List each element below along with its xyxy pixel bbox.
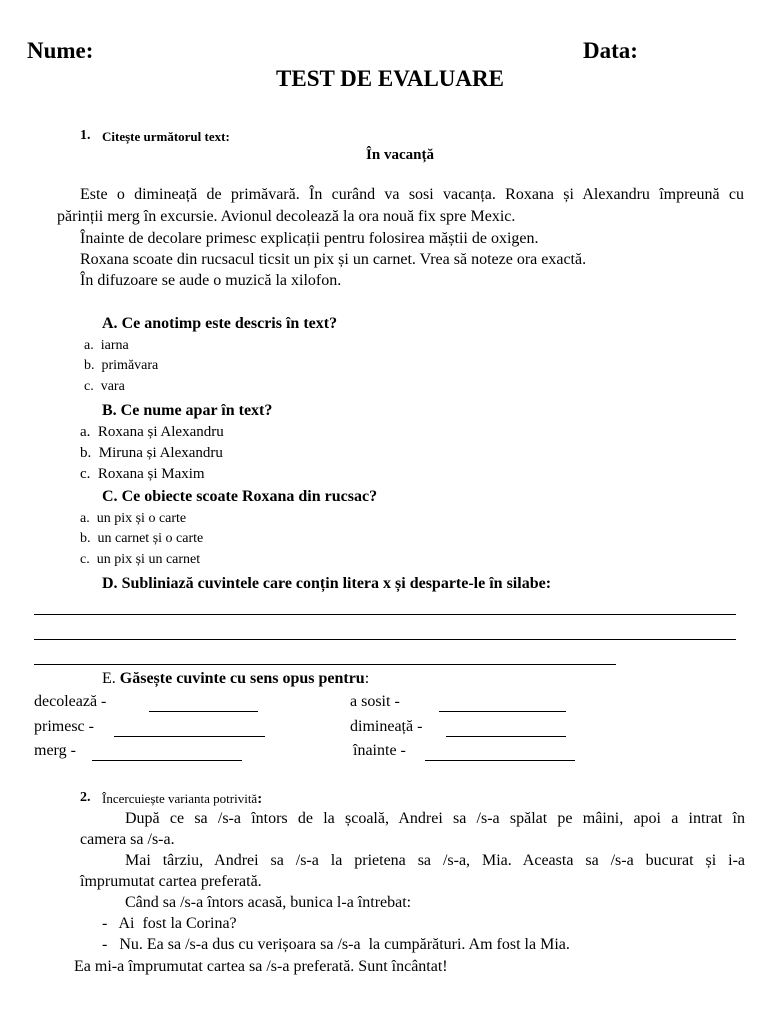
question-c [102,488,377,506]
exercise-line-8: Ea mi-a împrumutat cartea sa /s-a preferată. Sunt încântat! [74,958,448,975]
option-a-b [84,358,158,374]
option-c-b [80,531,203,547]
reading-line-2: părinții merg în excursie. Avionul decolează la ora nouă fix spre Mexic. [57,208,516,225]
exercise-line-5: Când sa /s-a întors acasă, bunica l-a întrebat: [125,894,412,911]
question-a [102,315,337,333]
option-mark: b. [84,358,95,373]
exercise-line-7: - Nu. Ea sa /s-a dus cu verișoara sa /s-a la cumpărături. Am fost la Mia. [102,936,570,953]
q1-instruction: Citește următorul text: [102,129,230,144]
question-a-letter: A. [102,315,118,332]
option-a-a [84,338,129,354]
option-c-c [80,552,200,568]
antonym-word-primesc: primesc - [34,718,94,735]
option-mark: c. [80,466,91,482]
q2-number: 2. [80,790,91,805]
option-text: primăvara [101,358,159,373]
antonym-blank-a-sosit[interactable] [439,711,566,712]
option-text: Miruna și Alexandru [98,445,223,461]
question-e-text: Găsește cuvinte cu sens opus pentru [119,670,365,687]
question-c-text: Ce obiecte scoate Roxana din rucsac? [121,488,378,505]
q2-instruction-text: Încercuiește varianta potrivită [102,791,258,806]
option-mark: c. [84,379,94,394]
antonym-word-decoleaza: decolează - [34,693,107,710]
answer-line-1[interactable] [34,614,736,615]
option-b-b [80,445,223,462]
reading-line-5: În difuzoare se aude o muzică la xilofon. [80,272,342,289]
option-b-c [80,466,205,483]
question-c-letter: C. [102,488,118,505]
q1-number: 1. [80,128,91,143]
reading-title: În vacanță [366,147,434,163]
question-e [102,670,369,688]
question-d-text: Subliniază cuvintele care conțin litera x și desparte-le în silabe: [121,575,552,592]
option-mark: a. [80,424,91,440]
exercise-line-3: Mai târziu, Andrei sa /s-a la prietena sa /s-a, Mia. Aceasta sa /s-a bucurat și i-a [125,852,745,869]
antonym-word-inainte: înainte - [353,742,406,759]
antonym-blank-inainte[interactable] [425,760,575,761]
antonym-word-a-sosit: a sosit - [350,693,400,710]
name-label: Nume: [27,38,94,63]
date-label: Data: [583,38,638,63]
option-a-c [84,379,125,395]
exercise-line-6: - Ai fost la Corina? [102,915,237,932]
option-text: vara [100,379,125,394]
option-mark: b. [80,531,91,546]
option-c-a [80,511,186,527]
option-mark: a. [80,511,90,526]
question-d-letter: D. [102,575,118,592]
answer-line-3[interactable] [34,664,616,665]
antonym-word-dimineata: dimineață - [350,718,423,735]
option-text: un pix și un carnet [96,552,201,567]
option-mark: a. [84,338,94,353]
reading-line-3: Înainte de decolare primesc explicații pentru folosirea măștii de oxigen. [80,230,539,247]
question-e-colon: : [364,670,370,687]
option-text: un pix și o carte [96,511,187,526]
exercise-line-1: După ce sa /s-a întors de la școală, Andrei sa /s-a spălat pe mâini, apoi a intrat în [125,810,745,827]
option-text: Roxana și Maxim [97,466,205,482]
exercise-line-4: împrumutat cartea preferată. [80,873,262,890]
question-b-letter: B. [102,402,117,419]
antonym-blank-decoleaza[interactable] [149,711,258,712]
question-b [102,402,272,420]
option-mark: b. [80,445,92,461]
reading-line-1: Este o dimineață de primăvară. În curând va sosi vacanța. Roxana și Alexandru împreună cu [80,186,744,203]
page-title: TEST DE EVALUARE [276,66,504,91]
answer-line-2[interactable] [34,639,736,640]
exercise-line-2: camera sa /s-a. [80,831,175,848]
reading-line-4: Roxana scoate din rucsacul ticsit un pix și un carnet. Vrea să noteze ora exactă. [80,251,587,268]
q2-instruction [102,791,262,808]
question-e-letter: E. [102,670,116,687]
option-text: un carnet și o carte [97,531,204,546]
question-b-text: Ce nume apar în text? [120,402,273,419]
option-mark: c. [80,552,90,567]
question-a-text: Ce anotimp este descris în text? [121,315,338,332]
antonym-blank-dimineata[interactable] [446,736,566,737]
antonym-word-merg: merg - [34,742,76,759]
q2-instruction-colon: : [257,791,263,807]
question-d [102,575,551,593]
option-text: iarna [100,338,129,353]
option-b-a [80,424,224,441]
antonym-blank-merg[interactable] [92,760,242,761]
option-text: Roxana și Alexandru [97,424,224,440]
antonym-blank-primesc[interactable] [114,736,265,737]
